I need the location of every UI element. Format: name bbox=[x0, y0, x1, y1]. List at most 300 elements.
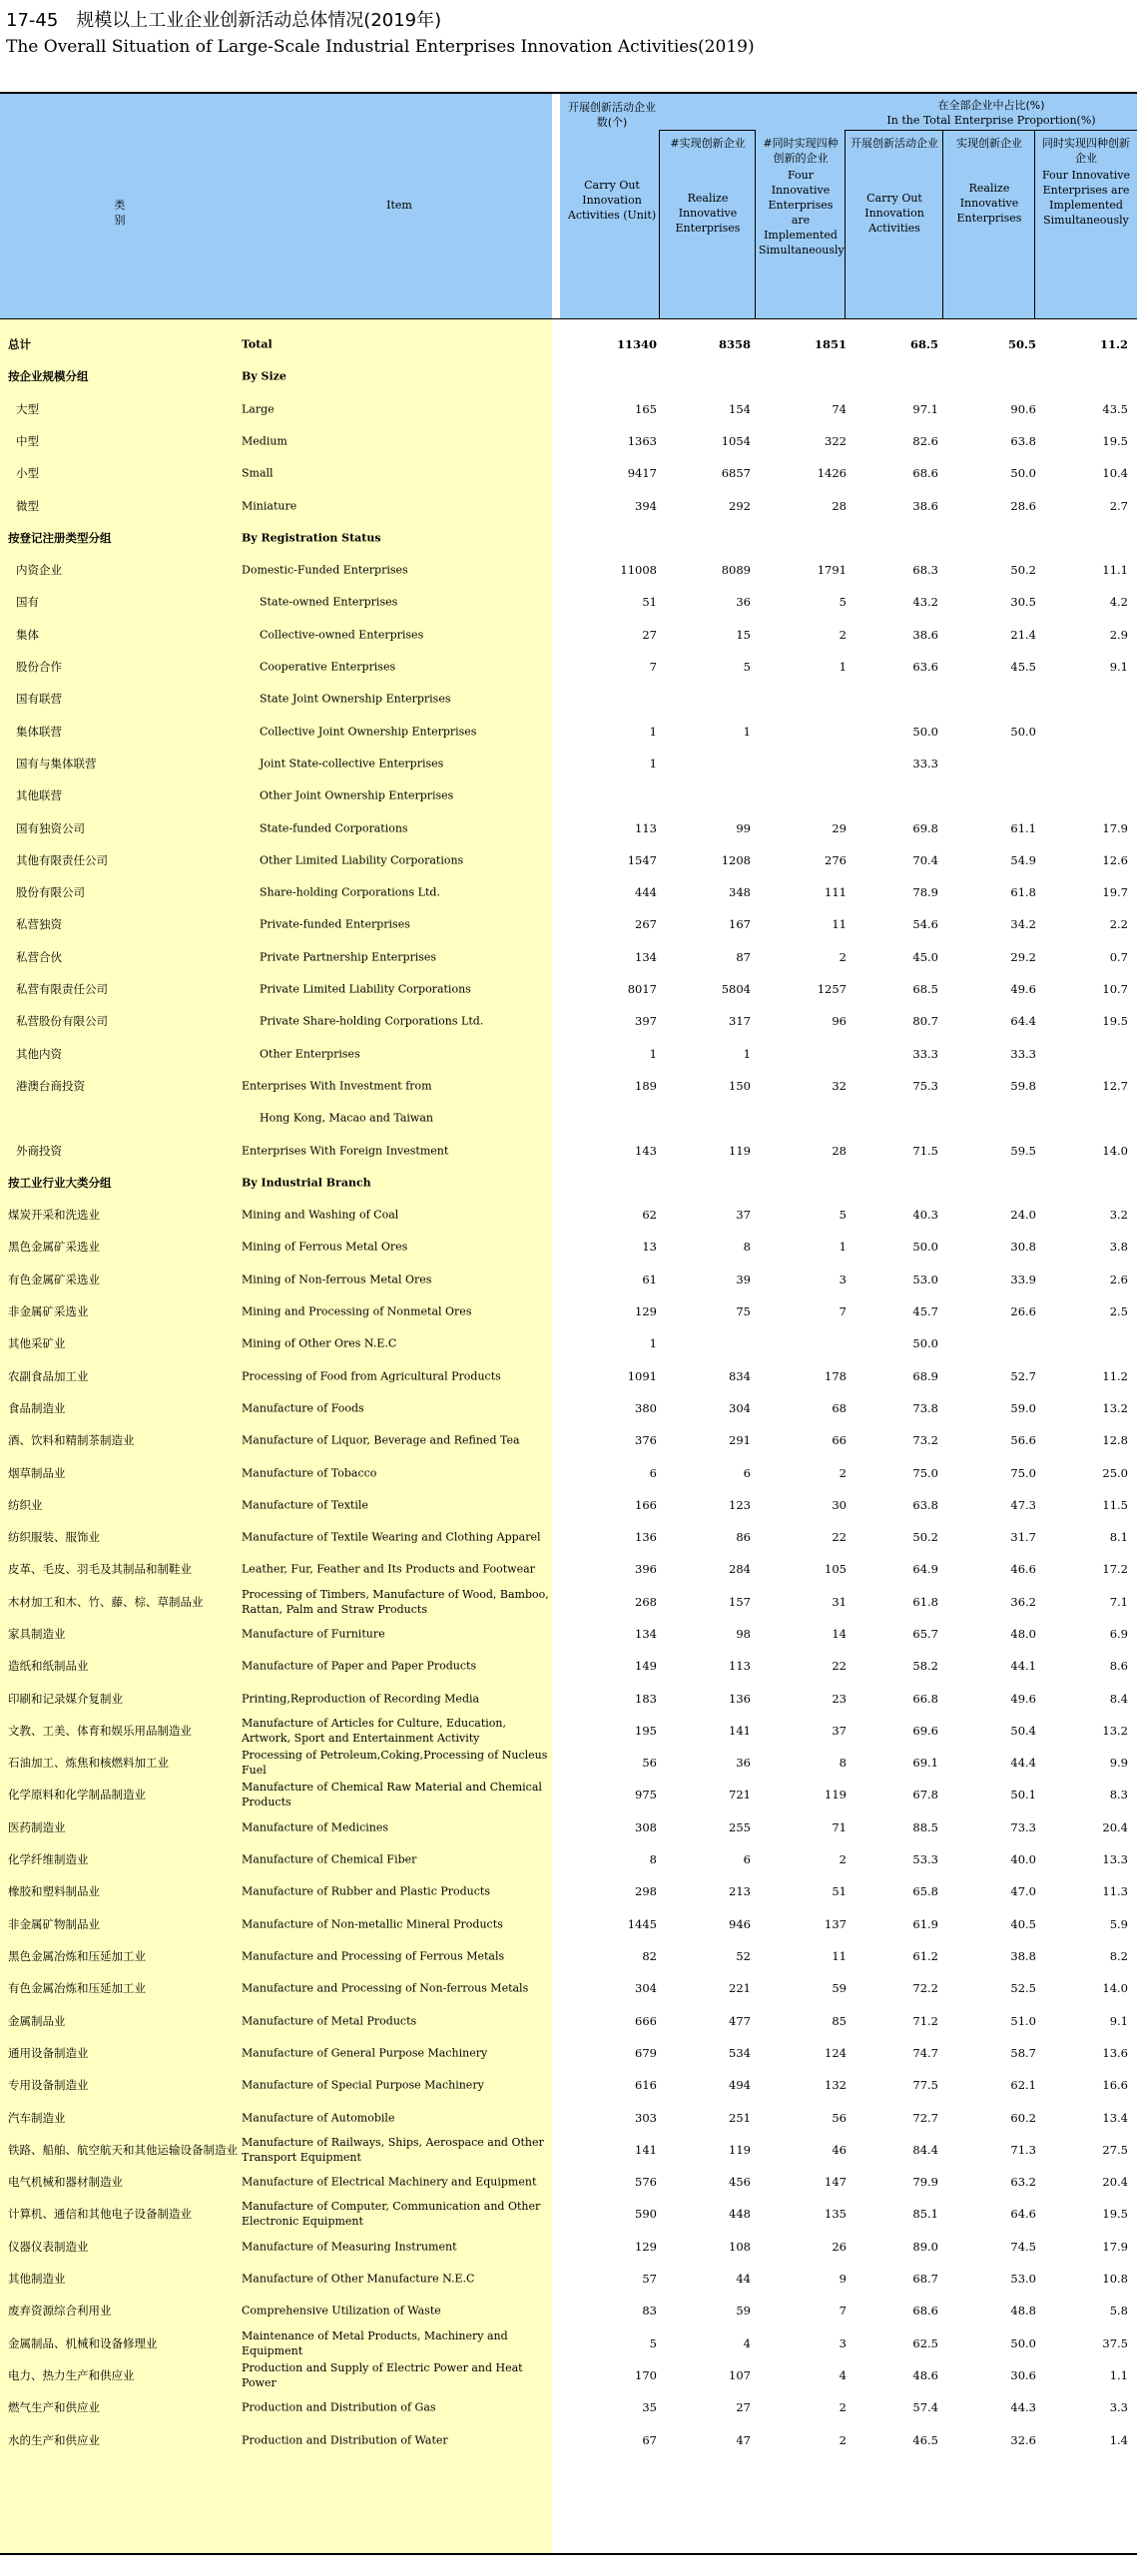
header-bottom-rule bbox=[0, 318, 1137, 319]
row-value-realize: 1 bbox=[743, 1047, 751, 1061]
row-share-carry-out: 73.8 bbox=[912, 1401, 938, 1415]
row-share-four-types: 14.0 bbox=[1102, 1981, 1128, 1995]
row-share-carry-out: 40.3 bbox=[912, 1208, 938, 1222]
row-value-four-types: 276 bbox=[825, 853, 847, 867]
row-share-realize: 59.8 bbox=[1010, 1079, 1036, 1093]
header-col4 bbox=[849, 136, 940, 236]
row-share-carry-out: 57.4 bbox=[912, 2400, 938, 2414]
row-share-four-types: 16.6 bbox=[1102, 2078, 1128, 2092]
row-share-carry-out: 80.7 bbox=[912, 1014, 938, 1028]
row-value-four-types: 22 bbox=[832, 1530, 847, 1544]
row-item-en: Collective Joint Ownership Enterprises bbox=[260, 725, 477, 739]
row-share-realize: 44.1 bbox=[1010, 1659, 1036, 1673]
row-share-four-types: 4.2 bbox=[1109, 595, 1128, 609]
row-value-realize: 221 bbox=[729, 1981, 751, 1995]
row-share-carry-out: 50.0 bbox=[912, 1336, 938, 1350]
row-value-four-types: 2 bbox=[839, 2400, 847, 2414]
row-share-four-types: 19.5 bbox=[1102, 434, 1128, 448]
row-share-four-types: 11.2 bbox=[1099, 337, 1128, 351]
table-row bbox=[0, 941, 1137, 973]
row-share-carry-out: 75.0 bbox=[912, 1466, 938, 1480]
row-share-four-types: 14.0 bbox=[1102, 1144, 1128, 1158]
row-value-carry-out: 8 bbox=[649, 1852, 657, 1866]
row-value-four-types: 132 bbox=[825, 2078, 847, 2092]
row-value-four-types: 11 bbox=[832, 917, 847, 931]
row-value-carry-out: 27 bbox=[642, 628, 657, 642]
row-item-en: Private Share-holding Corporations Ltd. bbox=[260, 1014, 484, 1028]
header-divider bbox=[1034, 130, 1035, 318]
header-divider bbox=[942, 130, 943, 318]
row-share-four-types: 27.5 bbox=[1102, 2143, 1128, 2157]
row-share-carry-out: 68.6 bbox=[912, 466, 938, 480]
row-item-en: Manufacture of Tobacco bbox=[242, 1466, 377, 1480]
row-item-en: Processing of Petroleum,Coking,Processing of Nucleus Fuel bbox=[242, 1749, 548, 1777]
row-value-realize: 119 bbox=[729, 1144, 751, 1158]
row-value-carry-out: 165 bbox=[635, 402, 657, 416]
table-row bbox=[0, 2295, 1137, 2326]
row-value-four-types: 30 bbox=[832, 1498, 847, 1512]
row-category-cn: 内资企业 bbox=[16, 563, 62, 577]
row-share-four-types: 11.5 bbox=[1102, 1498, 1128, 1512]
row-value-four-types: 7 bbox=[839, 2304, 847, 2318]
row-value-realize: 27 bbox=[736, 2400, 751, 2414]
row-item-en: Manufacture of Paper and Paper Products bbox=[242, 1659, 477, 1673]
row-item-en: Joint State-collective Enterprises bbox=[260, 757, 444, 771]
row-share-realize: 33.3 bbox=[1010, 1047, 1036, 1061]
row-share-carry-out: 48.6 bbox=[912, 2368, 938, 2382]
row-category-cn: 橡胶和塑料制品业 bbox=[8, 1884, 100, 1898]
row-value-four-types: 28 bbox=[832, 1144, 847, 1158]
row-category-cn: 有色金属矿采选业 bbox=[8, 1273, 100, 1287]
header-divider bbox=[659, 130, 660, 318]
row-value-carry-out: 1547 bbox=[627, 853, 657, 867]
row-value-realize: 348 bbox=[729, 885, 751, 899]
row-share-realize: 40.0 bbox=[1010, 1852, 1036, 1866]
row-category-cn: 其他有限责任公司 bbox=[16, 853, 108, 867]
row-value-carry-out: 1091 bbox=[627, 1369, 657, 1383]
row-value-carry-out: 1 bbox=[649, 757, 657, 771]
row-value-realize: 8089 bbox=[721, 563, 751, 577]
header-col3-cn: #同时实现四种创新的企业 bbox=[763, 137, 839, 165]
row-share-realize: 50.4 bbox=[1010, 1724, 1036, 1738]
row-value-carry-out: 5 bbox=[649, 2336, 657, 2350]
row-category-cn: 外商投资 bbox=[16, 1144, 62, 1158]
row-share-carry-out: 69.6 bbox=[912, 1724, 938, 1738]
row-category-cn: 按企业规模分组 bbox=[8, 369, 89, 383]
row-category-cn: 通用设备制造业 bbox=[8, 2046, 89, 2060]
row-value-realize: 123 bbox=[729, 1498, 751, 1512]
row-share-realize: 61.8 bbox=[1010, 885, 1036, 899]
row-share-carry-out: 65.8 bbox=[912, 1884, 938, 1898]
row-category-cn: 私营独资 bbox=[16, 917, 62, 931]
row-category-cn: 文教、工美、体育和娱乐用品制造业 bbox=[8, 1724, 192, 1738]
row-item-en: Comprehensive Utilization of Waste bbox=[242, 2304, 441, 2318]
table-row bbox=[0, 1231, 1137, 1263]
row-share-carry-out: 68.6 bbox=[912, 2304, 938, 2318]
table-row bbox=[0, 1264, 1137, 1295]
row-value-carry-out: 376 bbox=[635, 1433, 657, 1447]
row-share-four-types: 2.5 bbox=[1109, 1304, 1128, 1318]
header-group-cn: 在全部企业中占比(%) bbox=[937, 99, 1045, 112]
row-category-cn: 微型 bbox=[16, 499, 39, 513]
row-item-en: Maintenance of Metal Products, Machinery and Equipment bbox=[242, 2329, 508, 2357]
row-category-cn: 纺织服装、服饰业 bbox=[8, 1530, 100, 1544]
table-row bbox=[0, 716, 1137, 748]
row-share-carry-out: 82.6 bbox=[912, 434, 938, 448]
row-share-carry-out: 70.4 bbox=[912, 853, 938, 867]
row-value-carry-out: 195 bbox=[635, 1724, 657, 1738]
row-share-realize: 48.8 bbox=[1010, 2304, 1036, 2318]
row-value-carry-out: 166 bbox=[635, 1498, 657, 1512]
row-share-four-types: 13.6 bbox=[1102, 2046, 1128, 2060]
header-col3 bbox=[759, 136, 843, 258]
row-value-realize: 5804 bbox=[721, 982, 751, 996]
row-value-realize: 304 bbox=[729, 1401, 751, 1415]
table-bottom-rule bbox=[0, 2553, 1137, 2555]
row-share-realize: 53.0 bbox=[1010, 2272, 1036, 2286]
row-value-carry-out: 1 bbox=[649, 1336, 657, 1350]
row-category-cn: 总计 bbox=[8, 337, 31, 351]
header-col2-cn: #实现创新企业 bbox=[670, 137, 746, 150]
row-share-four-types: 20.4 bbox=[1102, 1820, 1128, 1834]
row-category-cn: 按工业行业大类分组 bbox=[8, 1176, 112, 1190]
row-share-carry-out: 68.3 bbox=[912, 563, 938, 577]
row-value-four-types: 29 bbox=[832, 821, 847, 835]
row-item-en: Hong Kong, Macao and Taiwan bbox=[260, 1111, 433, 1125]
row-value-carry-out: 1 bbox=[649, 725, 657, 739]
row-value-four-types: 124 bbox=[825, 2046, 847, 2060]
row-share-realize: 50.2 bbox=[1010, 563, 1036, 577]
table-row bbox=[0, 1521, 1137, 1553]
table-row bbox=[0, 1005, 1137, 1037]
row-value-realize: 136 bbox=[729, 1692, 751, 1706]
row-item-en: Leather, Fur, Feather and Its Products and Footwear bbox=[242, 1562, 535, 1576]
header-col4-cn: 开展创新活动企业 bbox=[851, 137, 938, 150]
header-col2-en: Realize Innovative Enterprises bbox=[675, 192, 741, 235]
row-value-carry-out: 6 bbox=[649, 1466, 657, 1480]
row-category-cn: 食品制造业 bbox=[8, 1401, 66, 1415]
row-share-carry-out: 61.9 bbox=[912, 1917, 938, 1931]
row-share-four-types: 2.2 bbox=[1109, 917, 1128, 931]
row-value-four-types: 66 bbox=[832, 1433, 847, 1447]
table-row bbox=[0, 1135, 1137, 1167]
row-value-four-types: 11 bbox=[832, 1949, 847, 1963]
row-value-carry-out: 113 bbox=[635, 821, 657, 835]
row-value-realize: 284 bbox=[729, 1562, 751, 1576]
row-share-carry-out: 50.2 bbox=[912, 1530, 938, 1544]
row-value-carry-out: 134 bbox=[635, 950, 657, 964]
table-row bbox=[0, 1457, 1137, 1489]
row-value-realize: 291 bbox=[729, 1433, 751, 1447]
row-category-cn: 烟草制品业 bbox=[8, 1466, 66, 1480]
row-share-realize: 90.6 bbox=[1010, 402, 1036, 416]
row-value-carry-out: 35 bbox=[642, 2400, 657, 2414]
row-share-carry-out: 63.6 bbox=[912, 660, 938, 674]
row-item-en: Mining and Processing of Nonmetal Ores bbox=[242, 1304, 472, 1318]
row-share-realize: 47.3 bbox=[1010, 1498, 1036, 1512]
row-item-en: Enterprises With Foreign Investment bbox=[242, 1144, 449, 1158]
row-value-four-types: 71 bbox=[832, 1820, 847, 1834]
row-share-carry-out: 72.7 bbox=[912, 2111, 938, 2125]
row-category-cn: 小型 bbox=[16, 466, 39, 480]
table-row bbox=[0, 1811, 1137, 1843]
row-share-carry-out: 72.2 bbox=[912, 1981, 938, 1995]
row-category-cn: 煤炭开采和洗选业 bbox=[8, 1208, 100, 1222]
row-share-realize: 33.9 bbox=[1010, 1273, 1036, 1287]
table-row bbox=[0, 1618, 1137, 1650]
row-value-carry-out: 134 bbox=[635, 1627, 657, 1641]
row-value-four-types: 137 bbox=[825, 1917, 847, 1931]
row-share-carry-out: 73.2 bbox=[912, 1433, 938, 1447]
row-share-four-types: 7.1 bbox=[1109, 1595, 1128, 1609]
row-share-carry-out: 97.1 bbox=[912, 402, 938, 416]
header-col3-en: Four Innovative Enterprises are Implemented Simultaneously bbox=[759, 169, 845, 257]
row-share-realize: 59.0 bbox=[1010, 1401, 1036, 1415]
row-item-en: Processing of Food from Agricultural Products bbox=[242, 1369, 501, 1383]
table-row bbox=[0, 1650, 1137, 1682]
table-row bbox=[0, 1715, 1137, 1747]
row-share-carry-out: 79.9 bbox=[912, 2175, 938, 2189]
row-item-en: Miniature bbox=[242, 499, 297, 513]
row-value-carry-out: 11340 bbox=[616, 337, 657, 351]
row-share-four-types: 17.9 bbox=[1102, 821, 1128, 835]
row-item-en: Manufacture of Chemical Raw Material and Chemical Products bbox=[242, 1781, 542, 1808]
row-value-four-types: 28 bbox=[832, 499, 847, 513]
row-value-four-types: 5 bbox=[839, 1208, 847, 1222]
row-share-four-types: 11.3 bbox=[1102, 1884, 1128, 1898]
table-row bbox=[0, 2327, 1137, 2359]
row-category-cn: 其他制造业 bbox=[8, 2272, 66, 2286]
row-value-four-types: 119 bbox=[825, 1788, 847, 1802]
row-share-four-types: 5.8 bbox=[1109, 2304, 1128, 2318]
row-share-carry-out: 50.0 bbox=[912, 1240, 938, 1254]
row-item-en: Other Joint Ownership Enterprises bbox=[260, 788, 454, 802]
row-value-four-types: 74 bbox=[832, 402, 847, 416]
header-item-en: Item bbox=[386, 199, 412, 212]
row-item-en: Mining of Other Ores N.E.C bbox=[242, 1336, 397, 1350]
row-share-carry-out: 69.8 bbox=[912, 821, 938, 835]
row-value-carry-out: 51 bbox=[642, 595, 657, 609]
row-value-realize: 477 bbox=[729, 2014, 751, 2028]
row-share-realize: 44.3 bbox=[1010, 2400, 1036, 2414]
row-share-four-types: 17.9 bbox=[1102, 2240, 1128, 2254]
row-share-realize: 56.6 bbox=[1010, 1433, 1036, 1447]
row-value-carry-out: 1363 bbox=[627, 434, 657, 448]
row-category-cn: 木材加工和木、竹、藤、棕、草制品业 bbox=[8, 1595, 204, 1609]
row-value-four-types: 85 bbox=[832, 2014, 847, 2028]
row-item-en: Production and Supply of Electric Power and Heat Power bbox=[242, 2361, 523, 2389]
row-value-four-types: 14 bbox=[832, 1627, 847, 1641]
row-share-carry-out: 65.7 bbox=[912, 1627, 938, 1641]
row-item-en: Private Limited Liability Corporations bbox=[260, 982, 471, 996]
row-value-carry-out: 149 bbox=[635, 1659, 657, 1673]
row-item-en: Manufacture of Furniture bbox=[242, 1627, 385, 1641]
row-value-four-types: 68 bbox=[832, 1401, 847, 1415]
row-item-en: Mining of Ferrous Metal Ores bbox=[242, 1240, 408, 1254]
row-value-carry-out: 83 bbox=[642, 2304, 657, 2318]
row-category-cn: 按登记注册类型分组 bbox=[8, 531, 112, 545]
row-share-four-types: 12.7 bbox=[1102, 1079, 1128, 1093]
row-share-realize: 73.3 bbox=[1010, 1820, 1036, 1834]
row-value-carry-out: 57 bbox=[642, 2272, 657, 2286]
row-value-four-types: 111 bbox=[825, 885, 847, 899]
header-divider bbox=[659, 130, 755, 131]
header-col6-cn: 同时实现四种创新企业 bbox=[1042, 137, 1130, 165]
row-item-en: Production and Distribution of Gas bbox=[242, 2400, 436, 2414]
row-category-cn: 家具制造业 bbox=[8, 1627, 66, 1641]
header-col5 bbox=[946, 136, 1032, 226]
row-share-realize: 59.5 bbox=[1010, 1144, 1036, 1158]
row-share-four-types: 2.6 bbox=[1109, 1273, 1128, 1287]
row-value-carry-out: 7 bbox=[649, 660, 657, 674]
table-row bbox=[0, 1779, 1137, 1810]
row-share-carry-out: 67.8 bbox=[912, 1788, 938, 1802]
row-value-realize: 36 bbox=[736, 1756, 751, 1770]
row-item-en: Manufacture of Foods bbox=[242, 1401, 364, 1415]
row-category-cn: 电力、热力生产和供应业 bbox=[8, 2368, 135, 2382]
row-value-realize: 6 bbox=[743, 1852, 751, 1866]
table-row bbox=[0, 522, 1137, 554]
header-col6 bbox=[1038, 136, 1134, 228]
row-share-realize: 29.2 bbox=[1010, 950, 1036, 964]
table-row bbox=[0, 457, 1137, 489]
row-category-cn: 纺织业 bbox=[8, 1498, 43, 1512]
row-category-cn: 水的生产和供应业 bbox=[8, 2433, 100, 2447]
row-category-cn: 其他内资 bbox=[16, 1047, 62, 1061]
row-value-four-types: 1791 bbox=[817, 563, 847, 577]
row-share-carry-out: 53.0 bbox=[912, 1273, 938, 1287]
table-row bbox=[0, 2263, 1137, 2295]
row-share-four-types: 9.1 bbox=[1109, 2014, 1128, 2028]
table-row bbox=[0, 1843, 1137, 1875]
header-col2 bbox=[663, 136, 753, 236]
row-share-four-types: 17.2 bbox=[1102, 1562, 1128, 1576]
table-row bbox=[0, 1295, 1137, 1327]
row-share-realize: 64.6 bbox=[1010, 2207, 1036, 2221]
row-value-realize: 1054 bbox=[721, 434, 751, 448]
row-value-carry-out: 62 bbox=[642, 1208, 657, 1222]
row-item-en: Manufacture of Measuring Instrument bbox=[242, 2240, 457, 2254]
row-value-carry-out: 268 bbox=[635, 1595, 657, 1609]
row-item-en: Manufacture of Medicines bbox=[242, 1820, 388, 1834]
row-value-carry-out: 1445 bbox=[627, 1917, 657, 1931]
row-share-four-types: 13.4 bbox=[1102, 2111, 1128, 2125]
header-share-group bbox=[849, 98, 1134, 128]
row-category-cn: 皮革、毛皮、羽毛及其制品和制鞋业 bbox=[8, 1562, 192, 1576]
row-share-realize: 51.0 bbox=[1010, 2014, 1036, 2028]
row-value-realize: 113 bbox=[729, 1659, 751, 1673]
row-item-en: Share-holding Corporations Ltd. bbox=[260, 885, 440, 899]
row-value-realize: 534 bbox=[729, 2046, 751, 2060]
table-row bbox=[0, 1424, 1137, 1456]
row-share-four-types: 2.7 bbox=[1109, 499, 1128, 513]
row-share-carry-out: 61.8 bbox=[912, 1595, 938, 1609]
row-item-en: Manufacture and Processing of Ferrous Metals bbox=[242, 1949, 505, 1963]
table-row bbox=[0, 1038, 1137, 1070]
row-value-realize: 292 bbox=[729, 499, 751, 513]
row-category-cn: 计算机、通信和其他电子设备制造业 bbox=[8, 2207, 192, 2221]
table-row bbox=[0, 1553, 1137, 1585]
table-row bbox=[0, 748, 1137, 779]
row-share-realize: 26.6 bbox=[1010, 1304, 1036, 1318]
row-item-en: Manufacture of Non-metallic Mineral Products bbox=[242, 1917, 503, 1931]
row-value-carry-out: 975 bbox=[635, 1788, 657, 1802]
row-value-four-types: 9 bbox=[839, 2272, 847, 2286]
row-share-realize: 44.4 bbox=[1010, 1756, 1036, 1770]
row-value-four-types: 22 bbox=[832, 1659, 847, 1673]
row-category-cn: 印刷和记录媒介复制业 bbox=[8, 1692, 123, 1706]
row-value-four-types: 32 bbox=[832, 1079, 847, 1093]
row-value-carry-out: 143 bbox=[635, 1144, 657, 1158]
row-value-realize: 6 bbox=[743, 1466, 751, 1480]
row-share-realize: 50.0 bbox=[1010, 725, 1036, 739]
row-item-en: Printing,Reproduction of Recording Media bbox=[242, 1692, 480, 1706]
table-row bbox=[0, 328, 1137, 360]
row-item-en: State Joint Ownership Enterprises bbox=[260, 692, 451, 706]
row-share-realize: 64.4 bbox=[1010, 1014, 1036, 1028]
row-share-carry-out: 75.3 bbox=[912, 1079, 938, 1093]
row-value-realize: 1 bbox=[743, 725, 751, 739]
row-value-carry-out: 616 bbox=[635, 2078, 657, 2092]
row-value-realize: 36 bbox=[736, 595, 751, 609]
row-value-carry-out: 13 bbox=[642, 1240, 657, 1254]
row-share-realize: 34.2 bbox=[1010, 917, 1036, 931]
row-value-four-types: 147 bbox=[825, 2175, 847, 2189]
row-category-cn: 国有 bbox=[16, 595, 39, 609]
row-share-realize: 63.8 bbox=[1010, 434, 1036, 448]
row-item-en: Manufacture of Special Purpose Machinery bbox=[242, 2078, 484, 2092]
row-share-four-types: 9.1 bbox=[1109, 660, 1128, 674]
row-value-realize: 141 bbox=[729, 1724, 751, 1738]
row-value-carry-out: 380 bbox=[635, 1401, 657, 1415]
table-row bbox=[0, 812, 1137, 844]
table-row bbox=[0, 2005, 1137, 2037]
table-row bbox=[0, 1747, 1137, 1779]
row-value-four-types: 135 bbox=[825, 2207, 847, 2221]
row-item-en: Processing of Timbers, Manufacture of Wood, Bamboo, Rattan, Palm and Straw Products bbox=[242, 1588, 549, 1616]
table-row bbox=[0, 1489, 1137, 1521]
row-share-carry-out: 61.2 bbox=[912, 1949, 938, 1963]
row-share-carry-out: 33.3 bbox=[912, 1047, 938, 1061]
row-item-en: Manufacture of Articles for Culture, Education, Artwork, Sport and Entertainment Activity bbox=[242, 1717, 506, 1745]
row-share-carry-out: 68.7 bbox=[912, 2272, 938, 2286]
row-value-four-types: 46 bbox=[832, 2143, 847, 2157]
row-category-cn: 农副食品加工业 bbox=[8, 1369, 89, 1383]
row-value-four-types: 1 bbox=[839, 1240, 847, 1254]
row-share-realize: 30.5 bbox=[1010, 595, 1036, 609]
row-item-en: Manufacture of Electrical Machinery and Equipment bbox=[242, 2175, 537, 2189]
row-item-en: Other Limited Liability Corporations bbox=[260, 853, 464, 867]
row-category-cn: 电气机械和器材制造业 bbox=[8, 2175, 123, 2189]
header-col1-en: Carry Out Innovation Activities (Unit) bbox=[567, 179, 657, 222]
row-share-carry-out: 45.0 bbox=[912, 950, 938, 964]
table-row bbox=[0, 2231, 1137, 2263]
table-row bbox=[0, 1167, 1137, 1199]
row-value-realize: 5 bbox=[743, 660, 751, 674]
row-value-carry-out: 298 bbox=[635, 1884, 657, 1898]
row-share-four-types: 13.2 bbox=[1102, 1401, 1128, 1415]
table-row bbox=[0, 554, 1137, 586]
row-share-realize: 58.7 bbox=[1010, 2046, 1036, 2060]
row-share-four-types: 11.2 bbox=[1102, 1369, 1128, 1383]
row-category-cn: 非金属矿采选业 bbox=[8, 1304, 89, 1318]
header-category-cn: 类 别 bbox=[114, 199, 148, 227]
table-row bbox=[0, 490, 1137, 522]
row-share-four-types: 2.9 bbox=[1109, 628, 1128, 642]
row-category-cn: 铁路、船舶、航空航天和其他运输设备制造业 bbox=[8, 2143, 238, 2157]
table-row bbox=[0, 2037, 1137, 2069]
header-group-en: In the Total Enterprise Proportion(%) bbox=[886, 114, 1096, 127]
